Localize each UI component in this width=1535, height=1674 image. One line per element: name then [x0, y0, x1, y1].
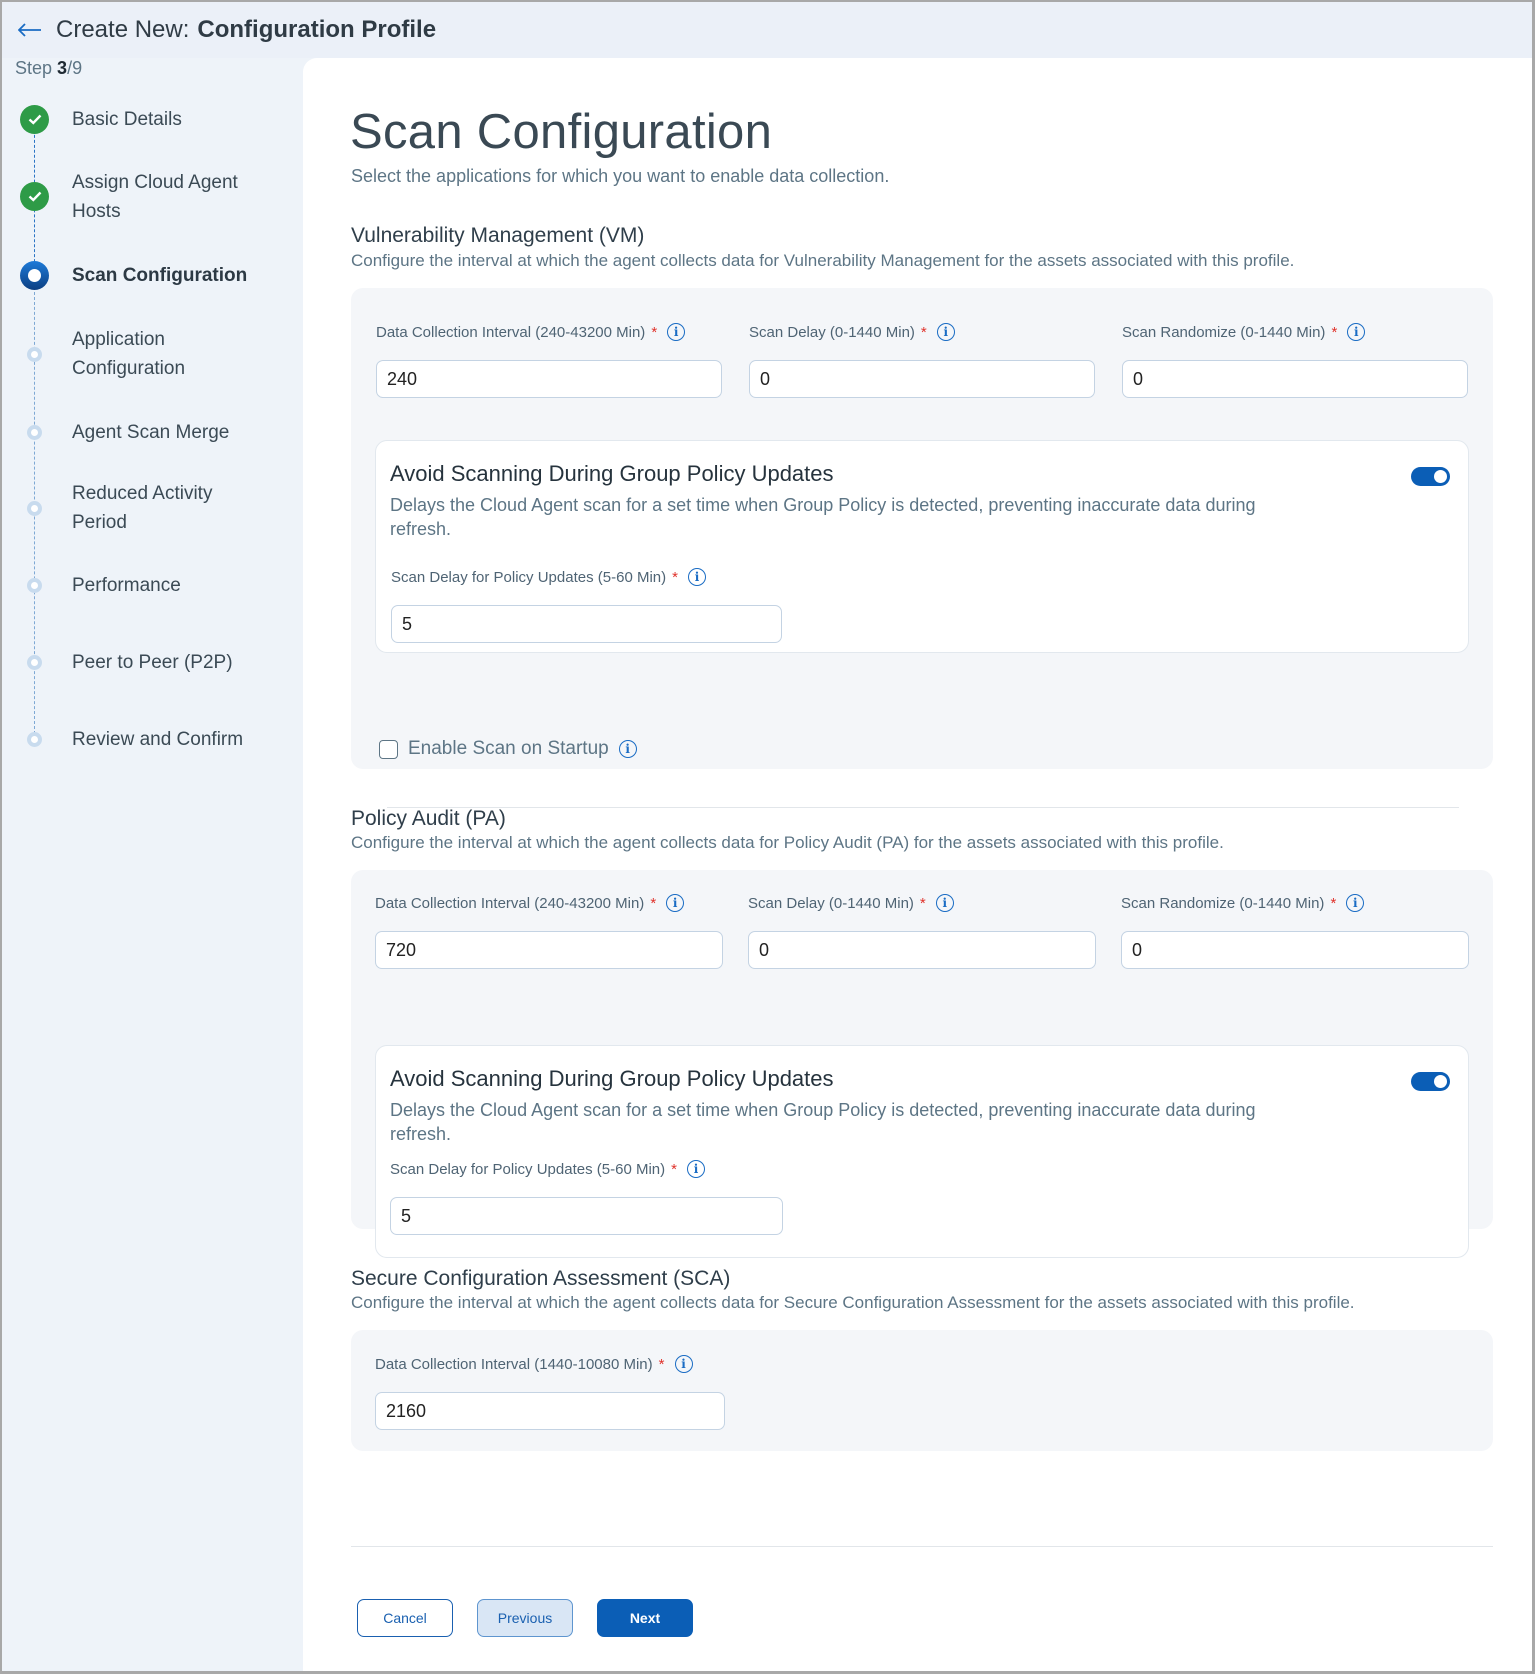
- info-icon[interactable]: i: [666, 894, 684, 912]
- footer-divider: [351, 1546, 1493, 1547]
- info-icon[interactable]: i: [667, 323, 685, 341]
- step-counter-total: /9: [67, 58, 83, 78]
- pa-group-policy-toggle[interactable]: [1411, 1072, 1450, 1091]
- required-asterisk: *: [658, 1355, 665, 1373]
- vm-settings-box: [351, 288, 1493, 769]
- pa-group-policy-card: [375, 1045, 1469, 1258]
- step-label: Peer to Peer (P2P): [72, 652, 233, 673]
- required-asterisk: *: [651, 323, 658, 341]
- startup-scan-label[interactable]: Enable Scan on Startup: [408, 738, 609, 759]
- check-circle-icon: [20, 182, 49, 211]
- step-label: Scan Configuration: [72, 265, 248, 286]
- info-icon[interactable]: i: [619, 740, 637, 758]
- step-label: Basic Details: [72, 109, 182, 130]
- required-asterisk: *: [920, 323, 927, 341]
- check-circle-icon: [20, 105, 49, 134]
- field-label: Scan Delay for Policy Updates (5-60 Min): [391, 568, 667, 586]
- pending-step-icon: [27, 732, 42, 747]
- pending-step-icon: [27, 578, 42, 593]
- info-icon[interactable]: i: [936, 894, 954, 912]
- info-icon[interactable]: i: [937, 323, 955, 341]
- next-button[interactable]: Next: [597, 1599, 693, 1637]
- pending-step-icon: [27, 655, 42, 670]
- step-counter: [15, 58, 82, 79]
- group-policy-description: Delays the Cloud Agent scan for a set time when Group Policy is detected, preventing inaccurate data during refresh.: [390, 495, 1256, 539]
- vm-scan-randomize-field: [1122, 321, 1468, 398]
- pending-step-icon: [27, 347, 42, 362]
- info-icon[interactable]: i: [688, 568, 706, 586]
- required-asterisk: *: [671, 1160, 677, 1178]
- field-label: Scan Delay (0-1440 Min): [748, 894, 914, 912]
- required-asterisk: *: [650, 894, 657, 912]
- vm-policy-delay-input[interactable]: [391, 605, 782, 643]
- vm-data-collection-interval-field: [376, 321, 722, 398]
- vm-section-title: Vulnerability Management (VM): [351, 224, 645, 247]
- vm-data-collection-interval-input[interactable]: [376, 360, 722, 398]
- pa-section-description: Configure the interval at which the agent collects data for Policy Audit (PA) for the assets associated with this profile.: [351, 833, 1224, 852]
- info-icon[interactable]: i: [687, 1160, 705, 1178]
- sca-section-title: Secure Configuration Assessment (SCA): [351, 1267, 731, 1290]
- page-header: [2, 2, 1532, 58]
- sca-section-description: Configure the interval at which the agent collects data for Secure Configuration Assessment for the assets associated with this profile.: [351, 1293, 1355, 1312]
- pa-policy-delay-field: [390, 1158, 783, 1235]
- vm-group-policy-card: [375, 440, 1469, 653]
- pa-scan-randomize-field: [1121, 892, 1469, 969]
- group-policy-title: Avoid Scanning During Group Policy Updates: [390, 461, 834, 486]
- step-counter-current: 3: [57, 58, 68, 78]
- field-label: Scan Randomize (0-1440 Min): [1122, 323, 1326, 341]
- startup-scan-checkbox[interactable]: [379, 740, 398, 759]
- active-step-icon: [20, 261, 49, 290]
- pa-settings-box: [351, 870, 1493, 1229]
- back-arrow-icon[interactable]: [18, 20, 44, 40]
- pa-scan-delay-field: [748, 892, 1096, 969]
- header-title-prefix: Create New:: [56, 16, 190, 43]
- pa-policy-delay-input[interactable]: [390, 1197, 783, 1235]
- required-asterisk: *: [1331, 323, 1338, 341]
- step-label: Assign Cloud Agent Hosts: [72, 172, 238, 222]
- page-subtitle: Select the applications for which you want to enable data collection.: [351, 166, 890, 186]
- step-label: Agent Scan Merge: [72, 422, 230, 443]
- step-label: Reduced Activity Period: [72, 483, 213, 533]
- sca-settings-box: [351, 1330, 1493, 1451]
- pending-step-icon: [27, 425, 42, 440]
- field-label: Scan Randomize (0-1440 Min): [1121, 894, 1325, 912]
- page-title: Scan Configuration: [350, 105, 773, 159]
- group-policy-description: Delays the Cloud Agent scan for a set time when Group Policy is detected, preventing inaccurate data during refresh.: [390, 1100, 1256, 1144]
- pa-data-collection-interval-field: [375, 892, 723, 969]
- info-icon[interactable]: i: [1347, 323, 1365, 341]
- pa-scan-delay-input[interactable]: [748, 931, 1096, 969]
- main-panel: [303, 58, 1533, 1672]
- field-label: Scan Delay (0-1440 Min): [749, 323, 915, 341]
- step-label: Review and Confirm: [72, 729, 244, 750]
- step-label: Performance: [72, 575, 181, 596]
- sca-data-collection-interval-input[interactable]: [375, 1392, 725, 1430]
- field-label: Data Collection Interval (240-43200 Min): [375, 894, 645, 912]
- previous-button[interactable]: Previous: [477, 1599, 573, 1637]
- step-counter-label: Step: [15, 58, 53, 78]
- pa-scan-randomize-input[interactable]: [1121, 931, 1469, 969]
- startup-scan-row: [379, 738, 637, 760]
- vm-scan-randomize-input[interactable]: [1122, 360, 1468, 398]
- cancel-button[interactable]: Cancel: [357, 1599, 453, 1637]
- required-asterisk: *: [1330, 894, 1337, 912]
- pa-data-collection-interval-input[interactable]: [375, 931, 723, 969]
- box-divider: [387, 807, 1459, 808]
- group-policy-title: Avoid Scanning During Group Policy Updates: [390, 1066, 834, 1091]
- field-label: Data Collection Interval (1440-10080 Min): [375, 1355, 653, 1373]
- vm-group-policy-toggle[interactable]: [1411, 467, 1450, 486]
- vm-scan-delay-field: [749, 321, 1095, 398]
- step-label: Application Configuration: [72, 329, 186, 379]
- pa-section-title: Policy Audit (PA): [351, 807, 506, 830]
- vm-policy-delay-field: [391, 566, 782, 643]
- info-icon[interactable]: i: [675, 1355, 693, 1373]
- vm-scan-delay-input[interactable]: [749, 360, 1095, 398]
- field-label: Scan Delay for Policy Updates (5-60 Min): [390, 1160, 666, 1178]
- required-asterisk: *: [919, 894, 926, 912]
- header-title: [56, 16, 436, 44]
- header-title-main: Configuration Profile: [197, 16, 437, 43]
- pending-step-icon: [27, 501, 42, 516]
- info-icon[interactable]: i: [1346, 894, 1364, 912]
- sca-data-collection-interval-field: [375, 1353, 725, 1430]
- field-label: Data Collection Interval (240-43200 Min): [376, 323, 646, 341]
- vm-section-description: Configure the interval at which the agent collects data for Vulnerability Management for the assets associated with this profile.: [351, 251, 1295, 270]
- required-asterisk: *: [672, 568, 678, 586]
